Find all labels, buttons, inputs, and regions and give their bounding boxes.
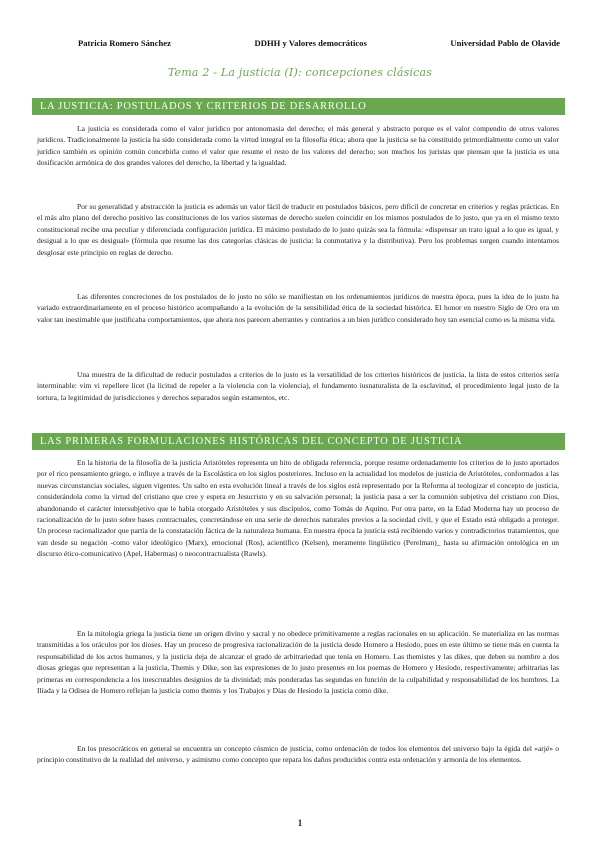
paragraph: En los presocráticos en general se encuentra un concepto cósmico de justicia, como ordenación de todos los elementos del universo bajo la égida del «arjé» o principio constitutivo de la realidad del universo, y asimismo como concepto que repara los daños producidos contra esta ordenación y armonía de los elementos. — [37, 744, 559, 765]
paragraph: En la historia de la filosofía de la justicia Aristóteles representa un hito de obligada referencia, porque resume ordenadamente los criterios de lo justo aportados por el rico pensamiento griego, e influye a través de la Escolástica en los siglos posteriores. Incluso en la actualidad los modelos de justicia de Aristóteles, conformados a las nuevas circunstancias sociales, siguen vigentes. Un salto en esta evolución lineal a través de los siglos está representado por la Reforma al teologizar el concepto de justicia, considerándola como la virtud del cristiano que cree y espera en Jesucristo y en su salvación personal; la justicia pasa a ser la comunión subjetiva del cristiano con Dios, abandonando el carácter intersubjetivo que le había otorgado Aristóteles y sus discípulos, como Tomás de Aquino. Por otra parte, en la Edad Moderna hay un proceso de racionalización de lo justo sobre bases contractuales, concretándose en una serie de derechos naturales previos a la sociedad civil, y que el Estado está obligado a proteger. Un proceso racionalizador que partía de la constatación fáctica de la naturaleza humana. En nuestra época la justicia está recibiendo varios y contradictorios tratamientos, que van desde su negación -como valor ideológico (Marx), emocional (Ros), acientífico (Kelsen), meramente lingüístico (Perelman)_ hasta su afirmación ontológica en un discurso ético-comunicativo (Apel, Habermas) o neocontractualista (Rawls). — [37, 458, 559, 559]
page-number: 1 — [297, 818, 303, 828]
university-name: Universidad Pablo de Olavide — [450, 38, 560, 48]
author-name: Patricia Romero Sánchez — [78, 38, 171, 48]
paragraph: Una muestra de la dificultad de reducir postulados a criterios de lo justo es la versatilidad de los criterios históricos de justicia, la lista de estos criterios sería interminable: vim vi repellere licet (la licitud de repeler a la violencia con la violencia), el fundamento iusnaturalista de la esclavitud, el procedimiento legal justo de la tortura, la legitimidad de jurisdicciones y derechos separados según estamentos, etc. — [37, 370, 559, 402]
course-title: DDHH y Valores democráticos — [254, 38, 367, 48]
paragraph: Por su generalidad y abstracción la justicia es además un valor fácil de traducir en postulados básicos, pero difícil de concretar en criterios y reglas prácticas. En el más alto plano del derecho positivo las constituciones de los varios sistemas de derecho suelen coincidir en los mismos postulados de lo justo, que ya en el mismo texto constitucional recibe una peculiar y diferenciada configuración jurídica. El máximo postulado de lo justo quizás sea la fórmula: «dispensar un trato igual a lo que es igual, y desigual a lo que es desigual» (fórmula que resume las dos categorías clásicas de justicia: la conmutativa y la distributiva). Pero los problemas surgen cuando intentamos desglosar este principio en reglas de derecho. — [37, 202, 559, 257]
page-header — [78, 38, 560, 48]
paragraph: Las diferentes concreciones de los postulados de lo justo no sólo se manifiestan en los ordenamientos jurídicos de nuestra época, pues la idea de lo justo ha variado extraordinariamente en el proceso histórico acompañando a la evolución de la sensibilidad ética de la sociedad histórica. El honor en nuestro Siglo de Oro era un valor tan inestimable que justificaba comportamientos, que ahora nos parecen aberrantes y contrarios a un bien jurídico considerado hoy tan esencial como es la misma vida. — [37, 292, 559, 324]
section-heading-formulaciones: LAS PRIMERAS FORMULACIONES HISTÓRICAS DEL CONCEPTO DE JUSTICIA — [32, 433, 565, 450]
paragraph: La justicia es considerada como el valor jurídico por antonomasia del derecho; el más general y abstracto porque es el valor compendio de otros valores jurídicos. Tradicionalmente la justicia ha sido considerada como la virtud integral en la filosofía ética; ahora que la justicia se ha constituido primordialmente como un valor jurídico también es opinión común concebirla como el valor que resume el resto de los valores del derecho; son muchos los juristas que piensan que la justicia es una dosificación armónica de dos grandes valores del derecho, la libertad y la igualdad. — [37, 124, 559, 168]
paragraph: En la mitología griega la justicia tiene un origen divino y sacral y no obedece primitivamente a reglas racionales en su aplicación. Se materializa en las normas transmitidas a los oráculos por los dioses. Hay un proceso de progresiva racionalización de la justicia desde Homero a Hesíodo, pues en este último se tiene más en cuenta la responsabilidad de los actos humanos, y la justicia deja de alcanzar el grado de arbitrariedad que tenía en Homero. Las themistes y las dikes, que deben su nombre a dos diosas griegas que representan a la justicia, Themis y Dike, son las expresiones de lo justo presentes en los poemas de Homero y Hesíodo, respectivamente; arbitrarias las primeras en correspondencia a los inescrutables designios de la divinidad; más ponderadas las segundas en función de la culpabilidad y responsabilidad de los hombres. La Ilíada y la Odisea de Homero reflejan la justicia como themis y los Trabajos y Días de Hesiodo la justicia como dike. — [37, 629, 559, 696]
section-heading-postulados: LA JUSTICIA: POSTULADOS Y CRITERIOS DE DESARROLLO — [32, 98, 565, 115]
document-subtitle: Tema 2 - La justicia (I): concepciones clásicas — [167, 66, 433, 79]
